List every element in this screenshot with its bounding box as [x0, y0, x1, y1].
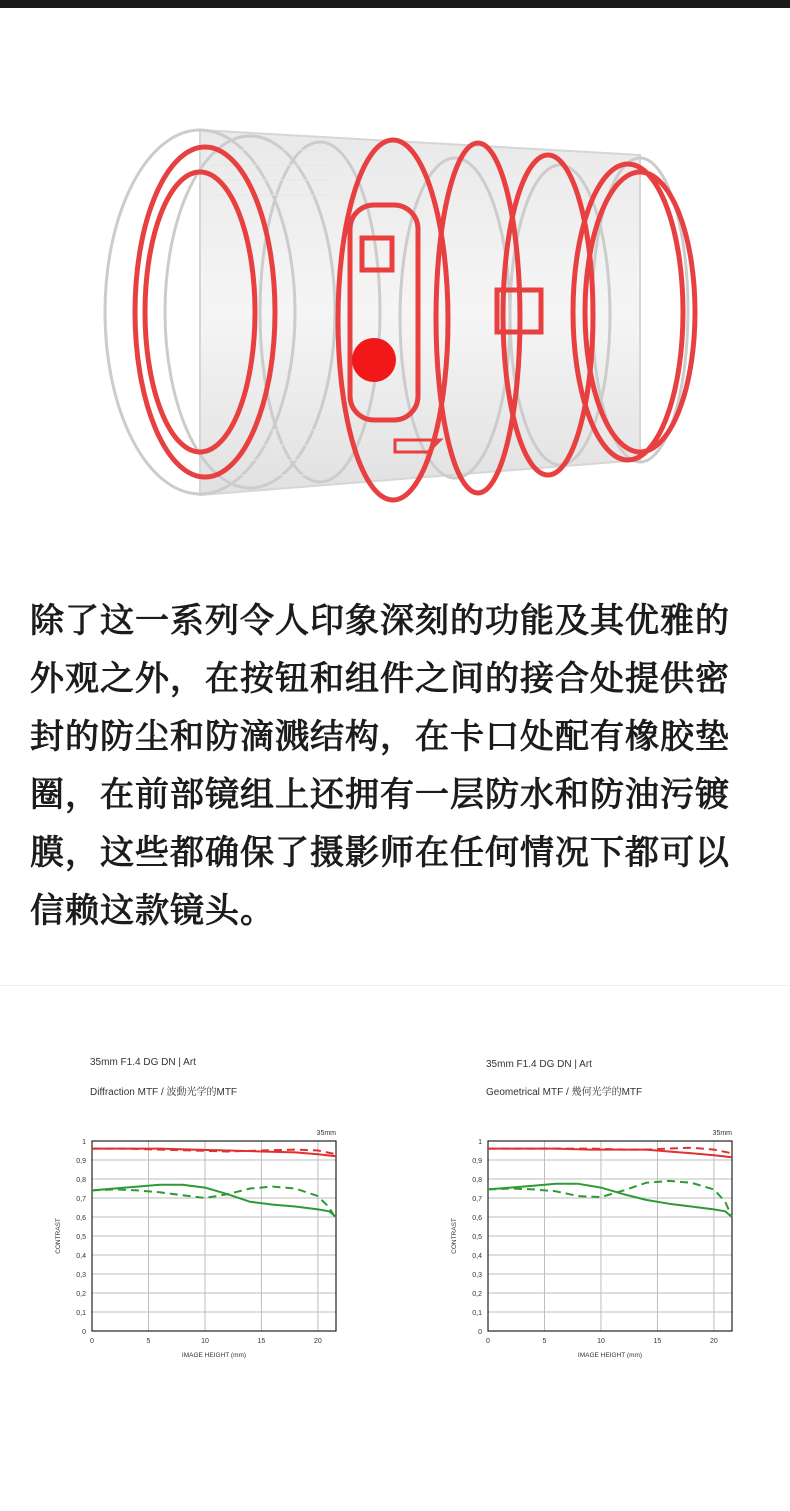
y-tick-label: 0,4: [472, 1253, 482, 1260]
mtf-plot: [444, 1121, 744, 1381]
x-tick-label: 20: [314, 1338, 322, 1345]
chart-title: 35mm F1.4 DG DN | Art: [486, 1059, 592, 1070]
y-tick-label: 1: [478, 1139, 482, 1146]
x-tick-label: 10: [201, 1338, 209, 1345]
x-axis-label: IMAGE HEIGHT (mm): [181, 1352, 247, 1359]
x-tick-label: 5: [146, 1338, 151, 1345]
x-tick-label: 15: [653, 1338, 662, 1345]
mtf-series-meridional: [92, 1187, 336, 1219]
x-tick-label: 5: [542, 1338, 547, 1345]
y-tick-label: 0,9: [76, 1158, 86, 1165]
chart-subtitle: Diffraction MTF / 波動光学的MTF: [90, 1087, 238, 1098]
y-tick-label: 0: [478, 1329, 482, 1336]
y-tick-label: 0,9: [472, 1158, 482, 1165]
chart-subtitle: Geometrical MTF / 幾何光学的MTF: [486, 1087, 643, 1098]
y-tick-label: 0,3: [472, 1272, 482, 1279]
x-tick-label: 0: [90, 1338, 94, 1345]
y-tick-label: 0,3: [76, 1272, 86, 1279]
y-tick-label: 0,8: [76, 1177, 86, 1184]
x-tick-label: 15: [257, 1338, 266, 1345]
lens-xray-graphic: [0, 8, 790, 568]
y-tick-label: 0,7: [472, 1196, 482, 1203]
lens-sealing-illustration: [0, 8, 790, 568]
mtf-plot: [48, 1121, 348, 1381]
y-tick-label: 0,7: [76, 1196, 86, 1203]
y-tick-label: 0,6: [472, 1215, 482, 1222]
y-tick-label: 0: [82, 1329, 86, 1336]
y-tick-label: 1: [82, 1139, 86, 1146]
x-tick-label: 20: [710, 1338, 718, 1345]
y-tick-label: 0,2: [472, 1291, 482, 1298]
y-tick-label: 0,6: [76, 1215, 86, 1222]
y-tick-label: 0,1: [472, 1310, 482, 1317]
y-tick-label: 0,5: [76, 1234, 86, 1241]
top-bar: [0, 0, 790, 8]
mtf-chart-section: [0, 985, 790, 1511]
y-tick-label: 0,5: [472, 1234, 482, 1241]
focal-length-label: 35mm: [316, 1130, 336, 1137]
y-axis-label: CONTRAST: [451, 1218, 458, 1254]
description-paragraph: 除了这一系列令人印象深刻的功能及其优雅的 外观之外，在按钮和组件之间的接合处提供密 封的防尘和防滴溅结构，在卡口处配有橡胶垫 圈，在前部镜组上还拥有一层防水和防油污镀 膜，这些都确保了摄影师在任何情况下都可以 信赖这款镜头。: [30, 601, 730, 931]
chart-title: 35mm F1.4 DG DN | Art: [90, 1057, 196, 1068]
x-axis-label: IMAGE HEIGHT (mm): [577, 1352, 643, 1359]
x-tick-label: 10: [597, 1338, 605, 1345]
y-tick-label: 0,4: [76, 1253, 86, 1260]
focal-length-label: 35mm: [712, 1130, 732, 1137]
mtf-series-sagittal: [92, 1149, 336, 1157]
x-tick-label: 0: [486, 1338, 490, 1345]
y-tick-label: 0,8: [472, 1177, 482, 1184]
y-tick-label: 0,2: [76, 1291, 86, 1298]
y-axis-label: CONTRAST: [55, 1218, 62, 1254]
mtf-series-sagittal: [488, 1184, 732, 1217]
y-tick-label: 0,1: [76, 1310, 86, 1317]
